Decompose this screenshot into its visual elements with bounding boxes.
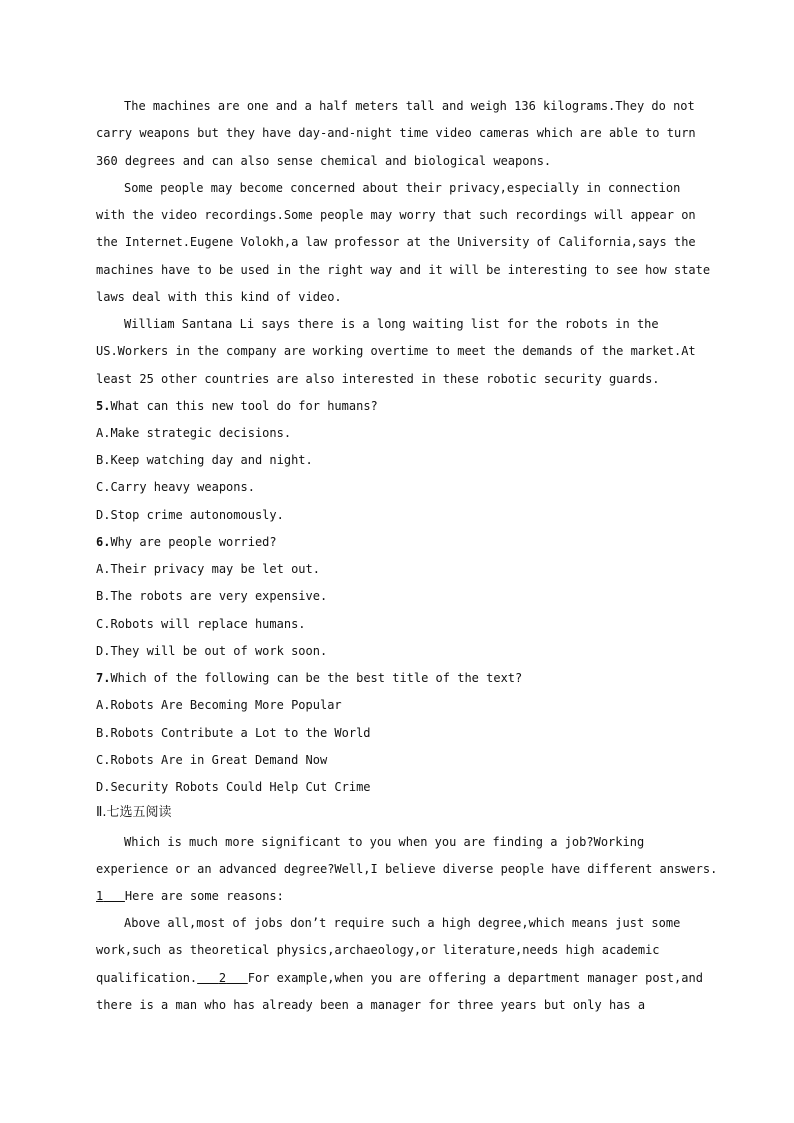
question-6 [96, 534, 277, 550]
passage-line: work,such as theoretical physics,archaeology,or literature,needs high academic [96, 943, 660, 957]
passage-line: least 25 other countries are also interested in these robotic security guards. [96, 372, 660, 386]
passage-line-with-blank [96, 970, 703, 986]
question-text: What can this new tool do for humans? [110, 399, 378, 413]
option-b: B.Robots Contribute a Lot to the World [96, 726, 371, 740]
blank-trailing-text: For example,when you are offering a department manager post,and [247, 971, 703, 985]
option-b: B.The robots are very expensive. [96, 589, 328, 603]
answer-blank-1: 1 [96, 889, 104, 903]
answer-blank-2: 2 [218, 971, 227, 985]
passage-line: 360 degrees and can also sense chemical and biological weapons. [96, 154, 552, 168]
question-7 [96, 670, 522, 686]
question-5 [96, 398, 378, 414]
option-d: D.Security Robots Could Help Cut Crime [96, 780, 371, 794]
option-c: C.Robots will replace humans. [96, 617, 306, 631]
passage-line-with-blank [96, 888, 284, 904]
question-text: Why are people worried? [110, 535, 277, 549]
section-heading: Ⅱ.七选五阅读 [96, 805, 172, 820]
question-number: 7. [96, 671, 111, 685]
question-text: Which of the following can be the best title of the text? [110, 671, 523, 685]
option-a: A.Make strategic decisions. [96, 426, 292, 440]
passage-line: Some people may become concerned about their privacy,especially in connection [124, 181, 681, 195]
question-number: 6. [96, 535, 111, 549]
passage-line: US.Workers in the company are working overtime to meet the demands of the market.At [96, 344, 696, 358]
passage-line: Which is much more significant to you when you are finding a job?Working [124, 835, 645, 849]
passage-line: carry weapons but they have day-and-night time video cameras which are able to turn [96, 126, 696, 140]
passage-line: with the video recordings.Some people may worry that such recordings will appear on [96, 208, 696, 222]
passage-line: the Internet.Eugene Volokh,a law professor at the University of California,says the [96, 235, 696, 249]
option-a: A.Their privacy may be let out. [96, 562, 320, 576]
option-c: C.Carry heavy weapons. [96, 480, 255, 494]
option-a: A.Robots Are Becoming More Popular [96, 698, 342, 712]
passage-line: laws deal with this kind of video. [96, 290, 342, 304]
blank-trailing-text: Here are some reasons: [124, 889, 284, 903]
option-d: D.Stop crime autonomously. [96, 508, 284, 522]
passage-line: William Santana Li says there is a long waiting list for the robots in the [124, 317, 659, 331]
question-number: 5. [96, 399, 111, 413]
option-b: B.Keep watching day and night. [96, 453, 313, 467]
passage-line: there is a man who has already been a manager for three years but only has a [96, 998, 646, 1012]
blank-leading-text: qualification. [96, 971, 198, 985]
passage-line: The machines are one and a half meters tall and weigh 136 kilograms.They do not [124, 99, 695, 113]
option-d: D.They will be out of work soon. [96, 644, 328, 658]
passage-line: experience or an advanced degree?Well,I believe diverse people have different answers. [96, 862, 718, 876]
passage-line: Above all,most of jobs don’t require such a high degree,which means just some [124, 916, 681, 930]
passage-line: machines have to be used in the right way and it will be interesting to see how state [96, 263, 711, 277]
option-c: C.Robots Are in Great Demand Now [96, 753, 328, 767]
